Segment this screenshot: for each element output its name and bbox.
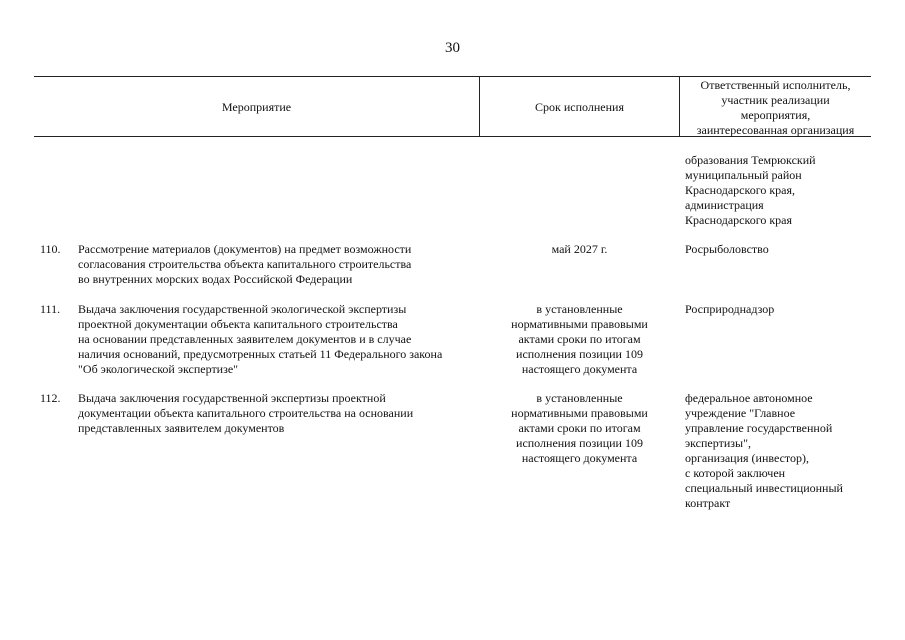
row-event-line: Рассмотрение материалов (документов) на предмет возможности (78, 242, 412, 256)
continuation-executor-line: муниципальный район (685, 168, 802, 182)
row-event-line: представленных заявителем документов (78, 421, 285, 435)
header-deadline: Срок исполнения (535, 100, 624, 114)
row-executor-line: специальный инвестиционный (685, 481, 843, 495)
row-executor (685, 302, 871, 317)
page-number: 30 (445, 40, 460, 56)
row-executor-line: Росприроднадзор (685, 302, 775, 316)
row-event-line: согласования строительства объекта капитального строительства (78, 257, 412, 271)
row-event-line: Выдача заключения государственной экологической экспертизы (78, 302, 407, 316)
header-executor-line: мероприятия, (740, 108, 811, 122)
continuation-executor-line: Краснодарского края, (685, 183, 796, 197)
row-event-line: на основании представленных заявителем документов и в случае (78, 332, 412, 346)
row-event-line: наличия оснований, предусмотренных статьей 11 Федерального закона (78, 347, 443, 361)
row-event (78, 391, 478, 436)
row-executor (685, 391, 871, 511)
row-executor-line: организация (инвестор), (685, 451, 809, 465)
row-deadline (480, 302, 679, 377)
row-deadline-line: нормативными правовыми (511, 317, 648, 331)
header-executor-line: заинтересованная организация (696, 123, 855, 137)
header-executor-line: участник реализации (721, 93, 830, 107)
row-deadline-line: нормативными правовыми (511, 406, 648, 420)
row-event-line: Выдача заключения государственной экспертизы проектной (78, 391, 386, 405)
row-deadline-line: актами сроки по итогам (518, 421, 641, 435)
row-executor-line: федеральное автономное (685, 391, 813, 405)
row-number: 112. (40, 391, 61, 405)
row-number: 111. (40, 302, 61, 316)
row-deadline-line: исполнения позиции 109 (516, 347, 643, 361)
row-executor-line: Росрыболовство (685, 242, 769, 256)
row-number: 110. (40, 242, 61, 256)
row-event (78, 242, 478, 287)
table-header-top-rule (34, 76, 871, 77)
row-executor-line: экспертизы", (685, 436, 751, 450)
row-event-line: документации объекта капитального строительства на основании (78, 406, 414, 420)
row-executor-line: управление государственной (685, 421, 833, 435)
row-deadline (480, 242, 679, 257)
row-executor-line: учреждение "Главное (685, 406, 796, 420)
row-deadline (480, 391, 679, 466)
row-event-line: во внутренних морских водах Российской Федерации (78, 272, 353, 286)
row-deadline-line: исполнения позиции 109 (516, 436, 643, 450)
row-executor-line: контракт (685, 496, 731, 510)
continuation-executor-line: образования Темрюкский (685, 153, 816, 167)
header-executor-line: Ответственный исполнитель, (700, 78, 851, 92)
row-deadline-line: в установленные (536, 391, 623, 405)
row-executor (685, 242, 871, 257)
header-executor (680, 78, 871, 138)
row-deadline-line: настоящего документа (521, 451, 638, 465)
row-deadline-line: актами сроки по итогам (518, 332, 641, 346)
row-executor-line: с которой заключен (685, 466, 786, 480)
continuation-executor-line: Краснодарского края (685, 213, 793, 227)
continuation-executor-line: администрация (685, 198, 764, 212)
row-event-line: "Об экологической экспертизе" (78, 362, 239, 376)
continuation-executor (685, 153, 871, 228)
row-deadline-line: настоящего документа (521, 362, 638, 376)
row-deadline-line: май 2027 г. (551, 242, 608, 256)
row-event (78, 302, 478, 377)
row-event-line: проектной документации объекта капитального строительства (78, 317, 398, 331)
row-deadline-line: в установленные (536, 302, 623, 316)
header-event: Мероприятие (221, 100, 292, 114)
